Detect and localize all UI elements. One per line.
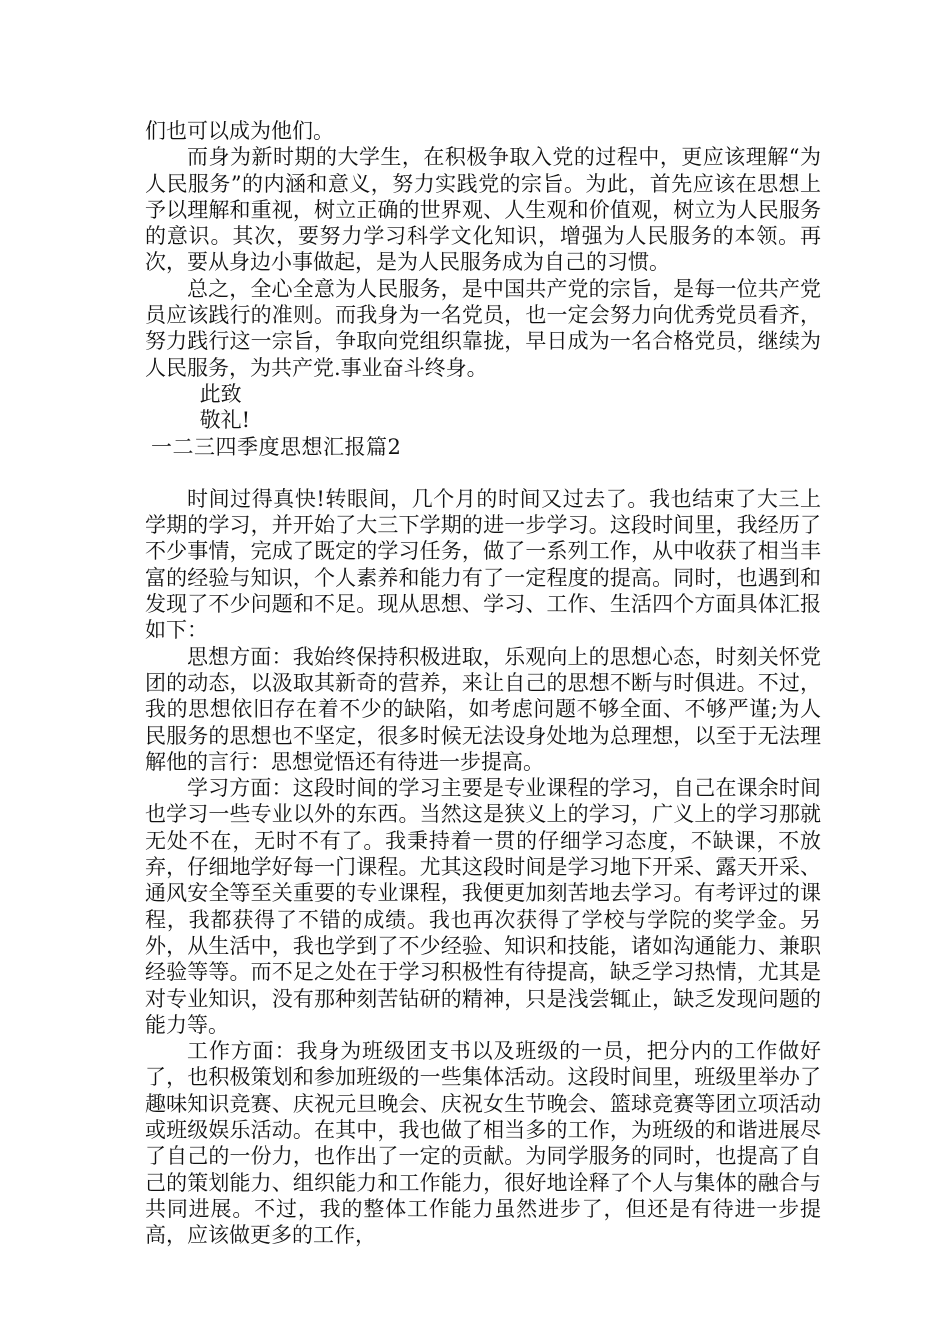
- paragraph-continuation: 们也可以成为他们。: [145, 119, 334, 143]
- blank-line: [145, 460, 821, 486]
- closing-salutation: 此致: [199, 381, 242, 406]
- section-heading: 一二三四季度思想汇报篇2: [151, 434, 402, 459]
- paragraph-intro: 时间过得真快!转眼间，几个月的时间又过去了。我也结束了大三上学期的学习，并开始了大三下学期的进一步学习。这段时间里，我经历了不少事情，完成了既定的学习任务，做了一系列工作，从中收获了相当丰富的经验与知识，个人素养和能力有了一定程度的提高。同时，也遇到和发现了不少问题和不足。现从思想、学习、工作、生活四个方面具体汇报如下：: [145, 486, 821, 643]
- document-page: [145, 118, 821, 1248]
- paragraph-thought: 思想方面：我始终保持积极进取，乐观向上的思想心态，时刻关怀党团的动态，以汲取其新奇的营养，来让自己的思想不断与时俱进。不过，我的思想依旧存在着不少的缺陷，如考虑问题不够全面、不够严谨;为人民服务的思想也不坚定，很多时候无法设身处地为总理想，以至于无法理解他的言行：思想觉悟还有待进一步提高。: [145, 644, 821, 774]
- paragraph-work: 工作方面：我身为班级团支书以及班级的一员，把分内的工作做好了，也积极策划和参加班级的一些集体活动。这段时间里，班级里举办了趣味知识竞赛、庆祝元旦晚会、庆祝女生节晚会、篮球竞赛等团立项活动或班级娱乐活动。在其中，我也做了相当多的工作，为班级的和谐进展尽了自己的一份力，也作出了一定的贡献。为同学服务的同时，也提高了自己的策划能力、组织能力和工作能力，很好地诠释了个人与集体的融合与共同进展。不过，我的整体工作能力虽然进步了，但还是有待进一步提高，应该做更多的工作，: [145, 1039, 821, 1248]
- closing-respect: 敬礼!: [199, 408, 251, 433]
- paragraph-conclusion: 总之，全心全意为人民服务，是中国共产党的宗旨，是每一位共产党员应该践行的准则。而我身为一名党员，也一定会努力向优秀党员看齐，努力践行这一宗旨，争取向党组织靠拢，早日成为一名合格党员，继续为人民服务，为共产党.事业奋斗终身。: [145, 276, 821, 380]
- paragraph-student-duty: 而身为新时期的大学生，在积极争取入党的过程中，更应该理解“为人民服务”的内涵和意义，努力实践党的宗旨。为此，首先应该在思想上予以理解和重视，树立正确的世界观、人生观和价值观，树立为人民服务的意识。其次，要努力学习科学文化知识，增强为人民服务的本领。再次，要从身边小事做起，是为人民服务成为自己的习惯。: [145, 145, 821, 275]
- paragraph-study: 学习方面：这段时间的学习主要是专业课程的学习，自己在课余时间也学习一些专业以外的东西。当然这是狭义上的学习，广义上的学习那就无处不在，无时不有了。我秉持着一贯的仔细学习态度，不缺课，不放弃，仔细地学好每一门课程。尤其这段时间是学习地下开采、露天开采、通风安全等至关重要的专业课程，我便更加刻苦地去学习。有考评过的课程，我都获得了不错的成绩。我也再次获得了学校与学院的奖学金。另外，从生活中，我也学到了不少经验、知识和技能，诸如沟通能力、兼职经验等等。而不足之处在于学习积极性有待提高，缺乏学习热情，尤其是对专业知识，没有那种刻苦钻研的精神，只是浅尝辄止，缺乏发现问题的能力等。: [145, 776, 821, 1037]
